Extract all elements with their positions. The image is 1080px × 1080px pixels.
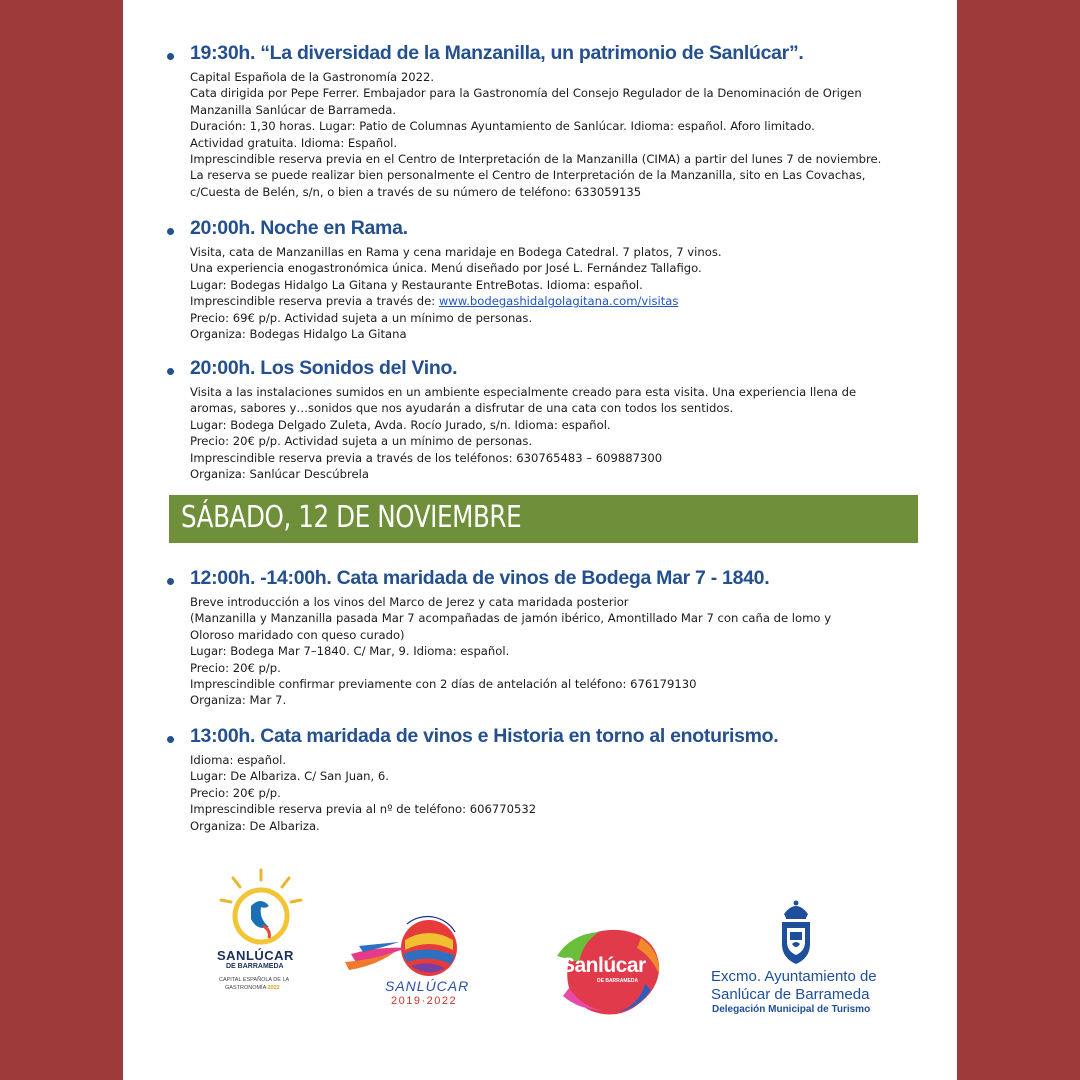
- logo-name: Sanlúcar: [561, 954, 646, 977]
- day-heading: SÁBADO, 12 DE NOVIEMBRE: [181, 500, 522, 535]
- event-detail-line: Oloroso maridado con queso curado): [190, 627, 405, 642]
- event-detail-line: Organiza: Bodegas Hidalgo La Gitana: [190, 327, 407, 342]
- event-detail-line: Manzanilla Sanlúcar de Barrameda.: [190, 102, 397, 117]
- event-details: [190, 69, 930, 200]
- event-detail-line: La reserva se puede realizar bien personalmente el Centro de Interpretación de la Manzanilla, sito en Las Covachas,: [190, 168, 866, 183]
- logo-subname: DE BARRAMEDA: [597, 978, 639, 984]
- event-details: [190, 752, 930, 834]
- event-title: 20:00h. Los Sonidos del Vino.: [190, 357, 458, 379]
- logo-line: Delegación Municipal de Turismo: [712, 1004, 871, 1015]
- website-link[interactable]: www.bodegashidalgolagitana.com/visitas: [438, 294, 679, 309]
- turismo-brand-logo: [549, 920, 667, 1020]
- logo-year: 2022: [267, 985, 280, 991]
- bullet-icon: [167, 228, 174, 235]
- gastronomia-capital-logo: [211, 868, 311, 998]
- event-detail-line: Lugar: De Albariza. C/ San Juan, 6.: [190, 769, 389, 784]
- event-detail-line: Breve introducción a los vinos del Marco de Jerez y cata maridada posterior: [190, 595, 629, 609]
- globe-emblem-icon: [341, 910, 489, 980]
- event-detail-line: Lugar: Bodega Mar 7–1840. C/ Mar, 9. Idioma: español.: [190, 644, 510, 659]
- event-title: 19:30h. “La diversidad de la Manzanilla, un patrimonio de Sanlúcar”.: [190, 42, 804, 64]
- logo-line: Sanlúcar de Barrameda: [711, 986, 870, 1003]
- event-detail-line: Una experiencia enogastronómica única. Menú diseñado por José L. Fernández Tallafigo.: [190, 261, 702, 276]
- logo-caption: [225, 985, 280, 991]
- event-title: 20:00h. Noche en Rama.: [190, 217, 408, 239]
- event-detail-line: c/Cuesta de Belén, s/n, o bien a través de su número de teléfono: 633059135: [190, 184, 642, 199]
- event-detail-line: [190, 293, 930, 309]
- event-details: [190, 594, 930, 709]
- event-detail-line: Lugar: Bodegas Hidalgo La Gitana y Restaurante EntreBotas. Idioma: español.: [190, 277, 643, 292]
- event-detail-line: Capital Española de la Gastronomía 2022.: [190, 70, 435, 84]
- bullet-icon: [167, 578, 174, 585]
- ayuntamiento-logo: [708, 900, 908, 1020]
- bullet-icon: [167, 368, 174, 375]
- logo-caption: CAPITAL ESPAÑOLA DE LA: [219, 977, 290, 983]
- event-detail-line: (Manzanilla y Manzanilla pasada Mar 7 acompañadas de jamón ibérico, Amontillado Mar 7 con caña de lomo y: [190, 611, 832, 626]
- logo-subname: DE BARRAMEDA: [226, 963, 284, 970]
- event-detail-line: Imprescindible reserva previa en el Centro de Interpretación de la Manzanilla (CIMA) a partir del lunes 7 de noviembre.: [190, 152, 882, 167]
- event-details: [190, 384, 930, 482]
- event-detail-line: Precio: 20€ p/p.: [190, 785, 281, 800]
- centenario-logo: [341, 910, 489, 1010]
- event-detail-line: Idioma: español.: [190, 753, 287, 767]
- event-title: 13:00h. Cata maridada de vinos e Historia en torno al enoturismo.: [190, 725, 779, 747]
- event-detail-line: Visita a las instalaciones sumidos en un ambiente especialmente creado para esta visita. Una experiencia llena de: [190, 385, 857, 399]
- event-detail-line: Organiza: Mar 7.: [190, 693, 287, 708]
- event-detail-line: Visita, cata de Manzanillas en Rama y cena maridaje en Bodega Catedral. 7 platos, 7 vinos.: [190, 245, 722, 259]
- event-detail-line: Duración: 1,30 horas. Lugar: Patio de Columnas Ayuntamiento de Sanlúcar. Idioma: español. Aforo limitado.: [190, 119, 815, 134]
- event-detail-line: Actividad gratuita. Idioma: Español.: [190, 135, 398, 150]
- event-detail-line: Precio: 20€ p/p.: [190, 660, 281, 675]
- event-details: [190, 244, 930, 342]
- logo-caption-text: GASTRONOMÍA: [225, 985, 266, 991]
- event-detail-line: Precio: 20€ p/p. Actividad sujeta a un mínimo de personas.: [190, 434, 533, 449]
- event-detail-line: Organiza: De Albariza.: [190, 818, 320, 833]
- day-heading-banner: [169, 495, 918, 543]
- logo-name: SANLÚCAR: [385, 978, 470, 994]
- sun-emblem-icon: [211, 868, 311, 948]
- event-detail-line: Organiza: Sanlúcar Descúbrela: [190, 467, 369, 482]
- logo-name: SANLÚCAR: [217, 948, 294, 963]
- event-detail-line: Lugar: Bodega Delgado Zuleta, Avda. Rocío Jurado, s/n. Idioma: español.: [190, 417, 611, 432]
- event-detail-line: aromas, sabores y…sonidos que nos ayudarán a disfrutar de una cata con todos los sentidos.: [190, 401, 734, 416]
- event-detail-line: Precio: 69€ p/p. Actividad sujeta a un mínimo de personas.: [190, 310, 533, 325]
- coat-of-arms-icon: [776, 900, 816, 966]
- logo-line: Excmo. Ayuntamiento de: [711, 968, 877, 985]
- event-title: 12:00h. -14:00h. Cata maridada de vinos de Bodega Mar 7 - 1840.: [190, 567, 770, 589]
- bullet-icon: [167, 53, 174, 60]
- poster-page: [123, 0, 957, 1080]
- reserve-label: Imprescindible reserva previa a través de:: [190, 294, 436, 309]
- bullet-icon: [167, 736, 174, 743]
- event-detail-line: Imprescindible reserva previa a través de los teléfonos: 630765483 – 609887300: [190, 450, 663, 465]
- logo-years: 2019·2022: [391, 995, 458, 1007]
- event-detail-line: Imprescindible reserva previa al nº de teléfono: 606770532: [190, 802, 537, 817]
- event-detail-line: Imprescindible confirmar previamente con 2 días de antelación al teléfono: 676179130: [190, 677, 697, 692]
- event-detail-line: Cata dirigida por Pepe Ferrer. Embajador para la Gastronomía del Consejo Regulador de la Denominación de Origen: [190, 86, 862, 101]
